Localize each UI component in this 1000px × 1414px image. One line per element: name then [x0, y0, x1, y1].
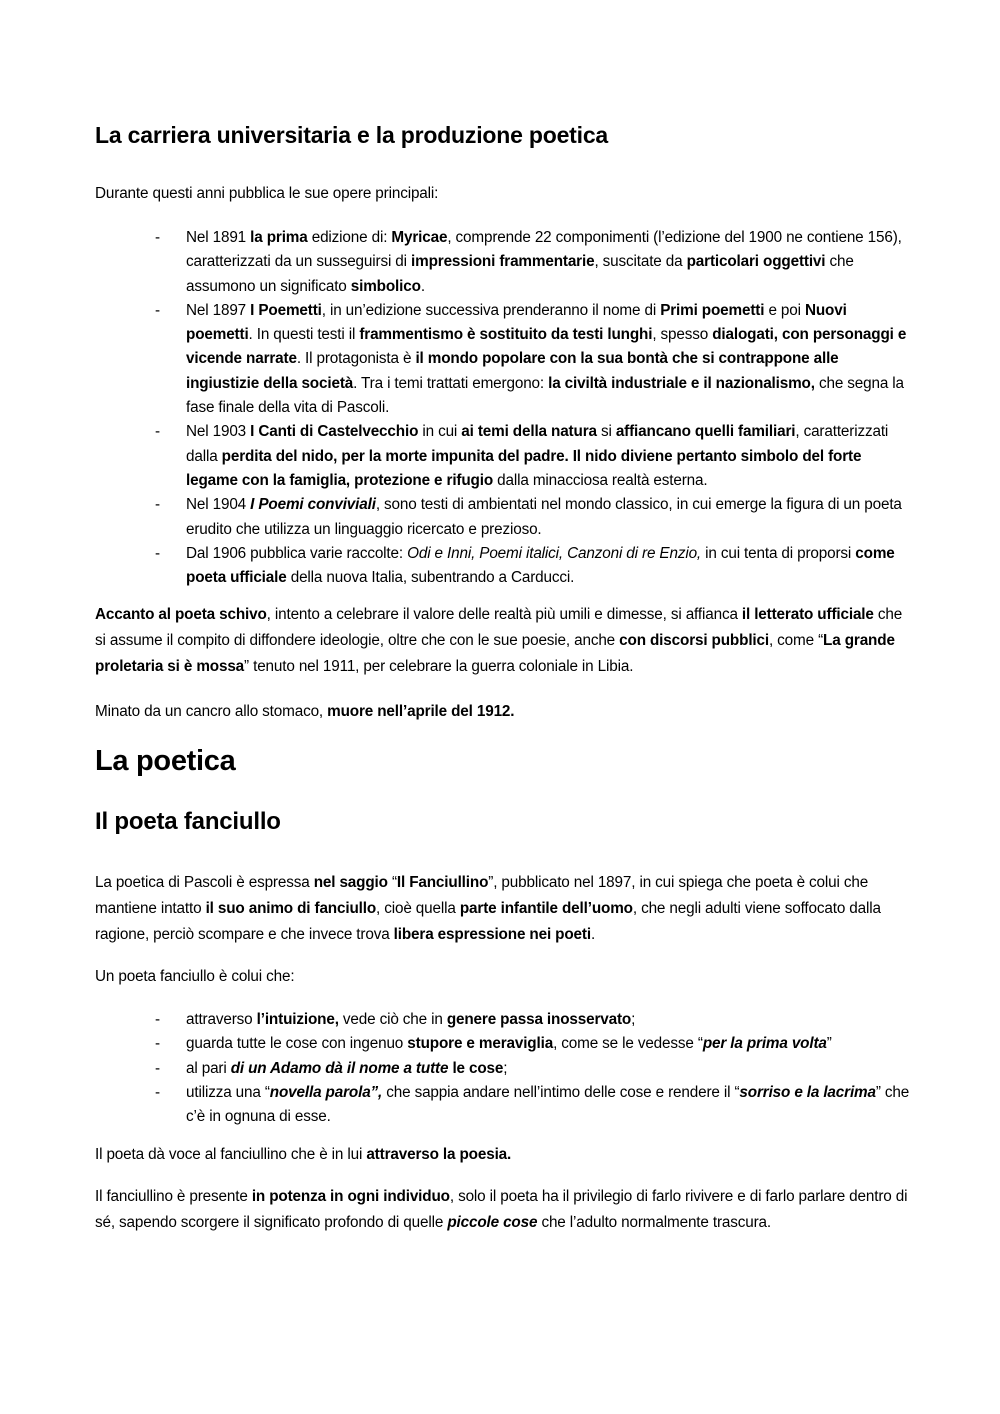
emphasis: come poeta ufficiale [186, 544, 895, 587]
fanciullo-list [95, 1008, 910, 1129]
list-dash: - [155, 229, 160, 246]
paragraph-minato: Minato da un cancro allo stomaco, muore nell’aprile del 1912. [95, 703, 515, 720]
emphasis: Il Fanciullino [396, 874, 489, 891]
emphasis: frammentismo è sostituito da testi lunghi [359, 326, 653, 344]
emphasis: in potenza in ogni individuo [251, 1188, 450, 1205]
emphasis: stupore e meraviglia [407, 1035, 554, 1053]
emphasis: il letterato ufficiale [741, 606, 874, 623]
emphasis: muore nell’aprile del 1912. [327, 703, 515, 720]
list-item-1903: - Nel 1903 I Canti di Castelvecchio in cui ai temi della natura si affiancano quelli familiari, caratterizzati dalla perdita del nido, per la morte impunita del padre. Il nido diviene pertanto simbolo del forte legame con la famiglia, protezione e rifugio dalla minacciosa realtà esterna. [95, 420, 910, 493]
emphasis: Myricae [391, 229, 448, 246]
emphasis: sorriso e la lacrima [739, 1083, 876, 1101]
list-dash: - [155, 1035, 160, 1053]
list-dash: - [155, 423, 160, 441]
works-list [95, 226, 910, 590]
section-title-poetica: La poetica [95, 745, 236, 777]
subsection-title-poeta-fanciullo: Il poeta fanciullo [95, 808, 281, 835]
emphasis: perdita del nido, per la morte impunita del padre. Il nido diviene pertanto simbolo del forte legame con la famiglia, protezione e rifugio [186, 447, 862, 489]
emphasis: Primi poemetti [660, 301, 765, 319]
section-title-carriera: La carriera universitaria e la produzione poetica [95, 122, 609, 148]
emphasis: attraverso la poesia. [366, 1146, 512, 1163]
emphasis: piccole cose [447, 1214, 538, 1231]
emphasis: affiancano quelli familiari [615, 423, 796, 441]
paragraph-voce: Il poeta dà voce al fanciullino che è in lui attraverso la poesia. [95, 1146, 512, 1163]
emphasis: il mondo popolare con la sua bontà che si contrappone alle ingiustizie della società [186, 350, 839, 392]
emphasis: libera espressione nei poeti [393, 926, 591, 943]
list-dash: - [155, 1059, 160, 1077]
emphasis: genere passa inosservato [446, 1011, 632, 1028]
list-item-1906: - Dal 1906 pubblica varie raccolte: Odi e Inni, Poemi italici, Canzoni di re Enzio, in cui tenta di proporsi come poeta ufficiale della nuova Italia, subentrando a Carducci. [95, 542, 910, 591]
list-item-1891: - Nel 1891 la prima edizione di: Myricae, comprende 22 componimenti (l’edizione del 1900 ne contiene 156), caratterizzati da un susseguirsi di impressioni frammentarie, suscitate da particolari oggettivi che assumono un significato simbolico. [95, 226, 910, 299]
list-item-adamo: - al pari di un Adamo dà il nome a tutte le cose; [95, 1057, 910, 1081]
emphasis: parte infantile dell’uomo [459, 900, 633, 917]
intro-paragraph: Durante questi anni pubblica le sue opere principali: [95, 185, 439, 202]
emphasis: con discorsi pubblici [619, 632, 769, 649]
list-dash: - [155, 496, 160, 514]
emphasis: dialogati, con personaggi e vicende narrate [186, 326, 907, 368]
list-item-intuizione: - attraverso l’intuizione, vede ciò che in genere passa inosservato; [95, 1008, 910, 1032]
list-dash: - [155, 1083, 160, 1101]
emphasis: I Poemetti [250, 301, 322, 319]
emphasis: Accanto al poeta schivo [95, 606, 267, 623]
list-item-stupore: - guarda tutte le cose con ingenuo stupore e meraviglia, come se le vedesse “per la prima volta” [95, 1032, 910, 1056]
emphasis: di un Adamo dà il nome a tutte [230, 1059, 449, 1077]
emphasis: la civiltà industriale e il nazionalismo, [548, 374, 815, 392]
emphasis: I Canti di Castelvecchio [250, 423, 419, 441]
emphasis: il suo animo di fanciullo [205, 900, 377, 917]
list-dash: - [155, 1011, 160, 1028]
emphasis: impressioni frammentarie [411, 253, 595, 271]
emphasis: ai temi della natura [461, 423, 597, 441]
paragraph-potenza: Il fanciullino è presente in potenza in ogni individuo, solo il poeta ha il privilegio di farlo rivivere e di farlo parlare dentro di sé, sapendo scorgere il significato profondo di quelle piccole cose che l’adulto normalmente trascura. [95, 1188, 908, 1231]
emphasis: Odi e Inni, Poemi italici, Canzoni di re Enzio, [407, 544, 702, 562]
emphasis: simbolico [350, 277, 421, 295]
emphasis: nel saggio [313, 874, 388, 891]
list-item-1897: - Nel 1897 I Poemetti, in un’edizione successiva prenderanno il nome di Primi poemetti e poi Nuovi poemetti. In questi testi il frammentismo è sostituito da testi lunghi, spesso dialogati, con personaggi e vicende narrate. Il protagonista è il mondo popolare con la sua bontà che si contrappone alle ingiustizie della società. Tra i temi trattati emergono: la civiltà industriale e il nazionalismo, che segna la fase finale della vita di Pascoli. [95, 299, 910, 420]
emphasis: per la prima volta [702, 1035, 827, 1053]
paragraph-fanciullino: La poetica di Pascoli è espressa nel saggio “Il Fanciullino”, pubblicato nel 1897, in cui spiega che poeta è colui che mantiene intatto il suo animo di fanciullo, cioè quella parte infantile dell’uomo, che negli adulti viene soffocato dalla ragione, perciò scompare e che invece trova libera espressione nei poeti. [95, 874, 881, 943]
list-item-1904: - Nel 1904 I Poemi conviviali, sono testi di ambientati nel mondo classico, in cui emerge la figura di un poeta erudito che utilizza un linguaggio ricercato e prezioso. [95, 493, 910, 542]
emphasis: Nuovi poemetti [186, 301, 847, 344]
list-intro: Un poeta fanciullo è colui che: [95, 968, 295, 985]
emphasis: l’intuizione, [256, 1011, 339, 1028]
paragraph-accanto: Accanto al poeta schivo, intento a celebrare il valore delle realtà più umili e dimesse, si affianca il letterato ufficiale che si assume il compito di diffondere ideologie, oltre che con le sue poesie, anche con discorsi pubblici, come “La grande proletaria si è mossa” tenuto nel 1911, per celebrare la guerra coloniale in Libia. [95, 606, 903, 675]
emphasis: la prima [250, 229, 308, 246]
list-dash: - [155, 301, 160, 319]
list-dash: - [155, 544, 160, 562]
emphasis: le cose [452, 1059, 504, 1077]
emphasis: particolari oggettivi [686, 253, 826, 271]
emphasis: novella parola”, [269, 1083, 383, 1101]
list-item-parola: - utilizza una “novella parola”, che sappia andare nell’intimo delle cose e rendere il “sorriso e la lacrima” che c’è in ognuna di esse. [95, 1081, 910, 1130]
emphasis: I Poemi conviviali [250, 496, 376, 514]
emphasis: La grande proletaria si è mossa [95, 632, 895, 675]
